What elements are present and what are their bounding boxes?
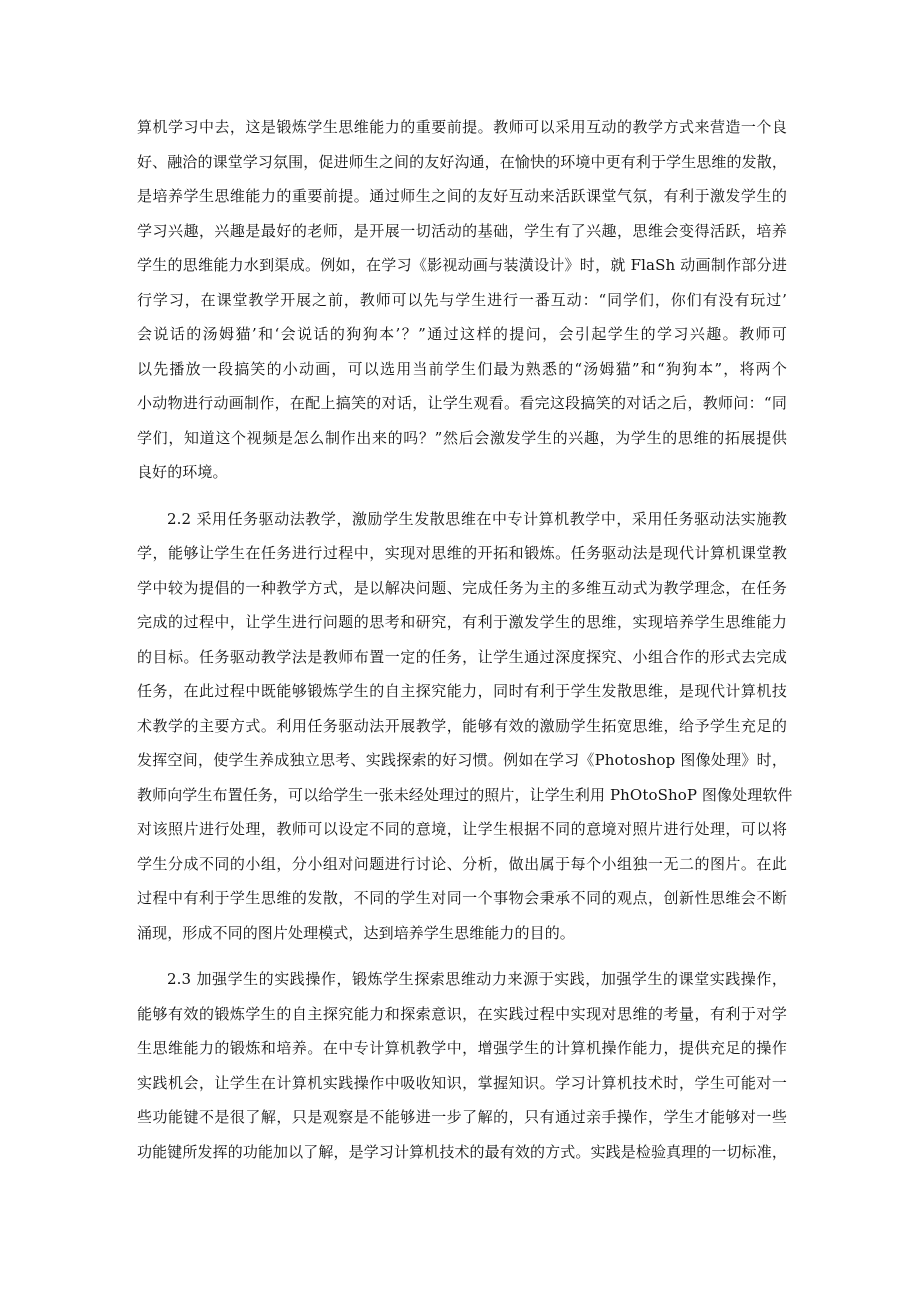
text-line: 行学习，在课堂教学开展之前，教师可以先与学生进行一番互动：“同学们，你们有没有玩过’	[137, 290, 787, 309]
text-line: 良好的环境。	[137, 463, 228, 481]
article-body	[137, 110, 793, 1181]
text-line: 学，能够让学生在任务进行过程中，实现对思维的开拓和锻炼。任务驱动法是现代计算机课堂教	[137, 544, 787, 562]
text-line: 学习兴趣，兴趣是最好的老师，是开展一切活动的基础，学生有了兴趣，思维会变得活跃，培养	[137, 221, 787, 240]
text-line: 完成的过程中，让学生进行问题的思考和研究，有利于激发学生的思维，实现培养学生思维能力	[137, 613, 787, 631]
text-line: 涌现，形成不同的图片处理模式，达到培养学生思维能力的目的。	[137, 923, 575, 942]
text-line: 能够有效的锻炼学生的自主探究能力和探索意识，在实践过程中实现对思维的考量，有利于对学	[137, 1004, 787, 1023]
text-line: 术教学的主要方式。利用任务驱动法开展教学，能够有效的激励学生拓宽思维，给予学生充足的	[137, 716, 787, 735]
text-line: 学们，知道这个视频是怎么制作出来的吗？”然后会激发学生的兴趣，为学生的思维的拓展提供	[137, 428, 787, 447]
text-line: 算机学习中去，这是锻炼学生思维能力的重要前提。教师可以采用互动的教学方式来营造一个良	[137, 118, 787, 136]
paragraph-section-2-3	[137, 962, 787, 1169]
text-line: 功能键所发挥的功能加以了解，是学习计算机技术的最有效的方式。实践是检验真理的一切标准，	[137, 1142, 787, 1161]
text-line: 些功能键不是很了解，只是观察是不能够进一步了解的，只有通过亲手操作，学生才能够对一些	[137, 1108, 787, 1126]
text-line: 生思维能力的锻炼和培养。在中专计算机教学中，增强学生的计算机操作能力，提供充足的操作	[137, 1039, 787, 1057]
text-line: 教师向学生布置任务，可以给学生一张未经处理过的照片，让学生利用 PhOtoShoP 图像处理软件	[137, 785, 793, 804]
text-line: 小动物进行动画制作，在配上搞笑的对话，让学生观看。看完这段搞笑的对话之后，教师问：“同	[137, 394, 787, 412]
text-line: 实践机会，让学生在计算机实践操作中吸收知识，掌握知识。学习计算机技术时，学生可能对一	[137, 1073, 787, 1092]
paragraph-classroom-interaction	[137, 110, 787, 490]
text-line: 会说话的汤姆猫’和‘会说话的狗狗本’？”通过这样的提问，会引起学生的学习兴趣。教师可	[137, 325, 787, 343]
text-line: 学生分成不同的小组，分小组对问题进行讨论、分析，做出属于每个小组独一无二的图片。在此	[137, 854, 787, 873]
text-line: 学生的思维能力水到渠成。例如，在学习《影视动画与装潢设计》时，就 FlaSh 动画制作部分进	[137, 256, 787, 274]
text-line: 过程中有利于学生思维的发散，不同的学生对同一个事物会秉承不同的观点，创新性思维会不断	[137, 889, 787, 907]
section-heading-line: 2.3 加强学生的实践操作，锻炼学生探索思维动力来源于实践，加强学生的课堂实践操作，	[167, 970, 787, 988]
section-heading-line: 2.2 采用任务驱动法教学，激励学生发散思维在中专计算机教学中，采用任务驱动法实施教	[167, 509, 787, 528]
text-line: 任务，在此过程中既能够锻炼学生的自主探究能力，同时有利于学生发散思维，是现代计算机技	[137, 682, 787, 700]
text-line: 学中较为提倡的一种教学方式，是以解决问题、完成任务为主的多维互动式为教学理念，在任务	[137, 578, 787, 597]
text-line: 发挥空间，使学生养成独立思考、实践探索的好习惯。例如在学习《Photoshop 图像处理》时，	[137, 751, 787, 769]
text-line: 以先播放一段搞笑的小动画，可以选用当前学生们最为熟悉的“汤姆猫”和“狗狗本”，将两个	[137, 359, 787, 378]
text-line: 对该照片进行处理，教师可以设定不同的意境，让学生根据不同的意境对照片进行处理，可以将	[137, 820, 787, 838]
paragraph-section-2-2	[137, 502, 793, 951]
text-line: 的目标。任务驱动教学法是教师布置一定的任务，让学生通过深度探究、小组合作的形式去完成	[137, 647, 787, 666]
text-line: 是培养学生思维能力的重要前提。通过师生之间的友好互动来活跃课堂气氛，有利于激发学生的	[137, 187, 787, 205]
text-line: 好、融洽的课堂学习氛围，促进师生之间的友好沟通，在愉快的环境中更有利于学生思维的发散，	[137, 152, 787, 171]
